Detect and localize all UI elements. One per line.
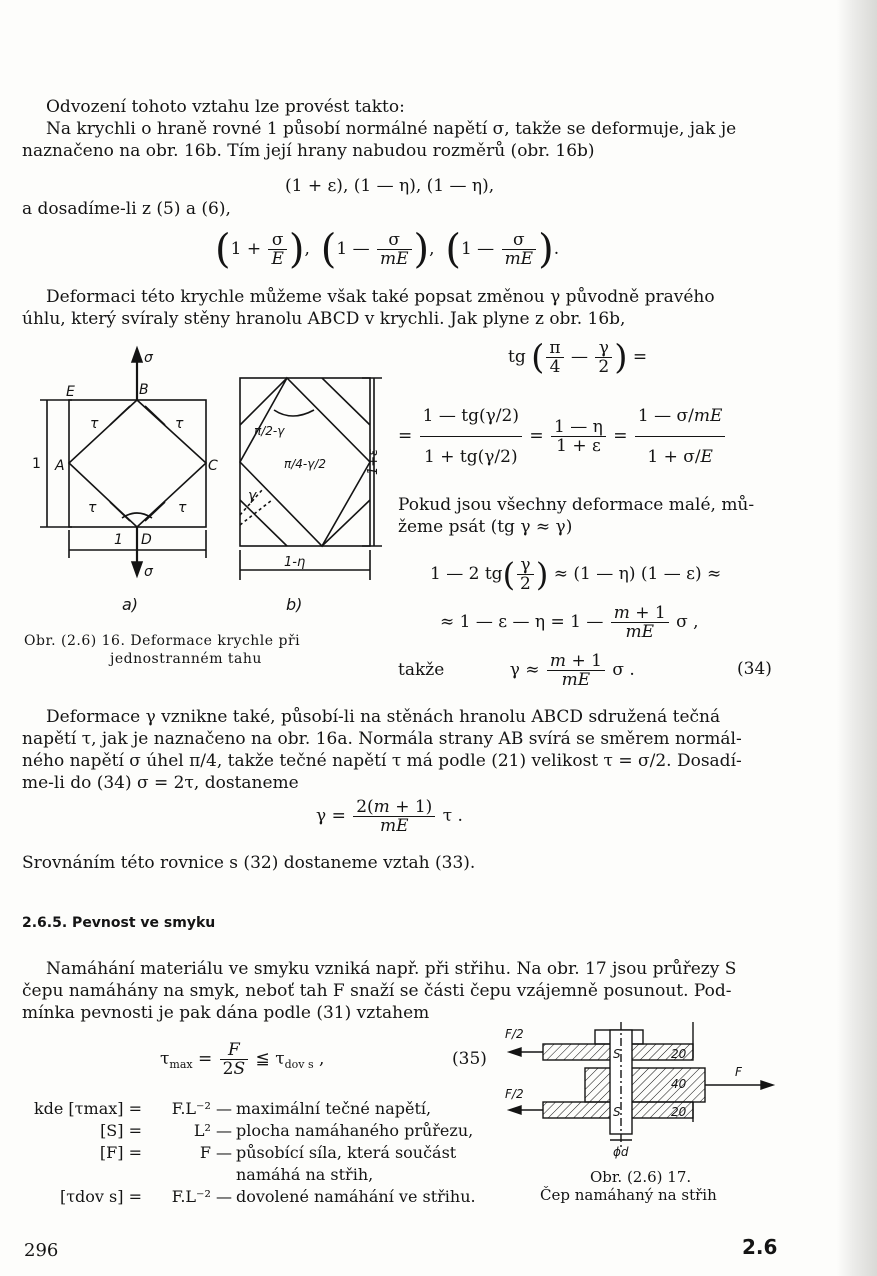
- equation-edges: (1 + ε), (1 — η), (1 — η),: [285, 176, 495, 196]
- label-dim-20-top: 20: [671, 1047, 687, 1061]
- equation-34: takže γ ≈ $\frac{m + 1}{mE}$ σ .: [398, 651, 635, 690]
- text-line: Namáhání materiálu ve smyku vzniká např. při střihu. Na obr. 17 jsou průřezy S: [46, 959, 737, 979]
- figure-17-caption-line1: Obr. (2.6) 17.: [590, 1168, 692, 1186]
- text-line: Srovnáním této rovnice s (32) dostaneme vztah (33).: [22, 853, 476, 873]
- equation-number-34: (34): [737, 659, 772, 679]
- caption-a: a): [122, 595, 139, 614]
- legend-row: [22, 1186, 476, 1208]
- label-one-minus-eta: 1-η: [284, 555, 306, 570]
- text-line: me-li do (34) σ = 2τ, dostaneme: [22, 773, 299, 793]
- section-heading: 2.6.5. Pevnost ve smyku: [22, 915, 216, 931]
- equation-35: $\tau_{max}$ = $\frac{F}{2S}$ ≦ $\tau_{dov s}$ ,: [160, 1040, 325, 1079]
- legend-unit: F.L⁻² —: [171, 1187, 232, 1206]
- legend-symbol: [22, 1164, 142, 1186]
- text-line: Deformace γ vznikne také, působí-li na stěnách hranolu ABCD sdružená tečná: [46, 707, 721, 727]
- text-line: mínka pevnosti je pak dána podle (31) vztahem: [22, 1003, 430, 1023]
- text-line: napětí τ, jak je naznačeno na obr. 16a. Normála strany AB svírá se směrem normál-: [22, 729, 742, 749]
- figure-17-pin-shear: [495, 1018, 785, 1168]
- label-f-half-top: F/2: [505, 1027, 524, 1041]
- figure-16-cube-deformation: [22, 340, 392, 630]
- text-line: naznačeno na obr. 16b. Tím její hrany nabudou rozměrů (obr. 16b): [22, 141, 595, 161]
- legend-unit: F.L⁻² —: [171, 1099, 232, 1118]
- text-line: Deformaci této krychle můžeme však také popsat změnou γ původně pravého: [46, 287, 715, 307]
- legend-row: [22, 1164, 476, 1186]
- figure-16-caption-line1: Obr. (2.6) 16. Deformace krychle při: [24, 633, 301, 649]
- label-dim-40: 40: [671, 1077, 687, 1091]
- legend-desc: namáhá na střih,: [236, 1165, 374, 1184]
- label-tau: τ: [88, 500, 97, 516]
- equation-approx-2: ≈ 1 — ε — η = 1 — $\frac{m + 1}{mE}$ σ ,: [440, 603, 699, 642]
- legend-symbol: [S] =: [100, 1121, 142, 1140]
- label-dim-20-bottom: 20: [671, 1105, 687, 1119]
- legend-symbol: kde [τmax] =: [33, 1099, 142, 1118]
- legend-unit: F —: [199, 1143, 232, 1162]
- legend-desc: plocha namáhaného průřezu,: [236, 1121, 474, 1140]
- figure-17-caption-line2: Čep namáhaný na střih: [540, 1186, 717, 1204]
- label-sigma-bottom: σ: [144, 564, 153, 580]
- label-S-top: S: [613, 1047, 621, 1061]
- label-one-horizontal: 1: [114, 532, 123, 548]
- label-sigma-top: σ: [144, 350, 153, 366]
- legend-desc: maximální tečné napětí,: [236, 1099, 432, 1118]
- equation-gamma-tau: γ = $\frac{2(m + 1)}{mE}$ τ .: [316, 797, 463, 836]
- legend-unit: [142, 1164, 236, 1186]
- label-C: C: [208, 458, 218, 474]
- caption-b: b): [286, 595, 303, 614]
- label-S-bottom: S: [613, 1105, 621, 1119]
- legend-row: [22, 1098, 476, 1120]
- legend-unit: L² —: [193, 1121, 232, 1140]
- equation-tg: tg ( $\frac{\pi}{4}$ — $\frac{\gamma}{2}$ ) =: [508, 337, 648, 378]
- text-line: ného napětí σ úhel π/4, takže tečné napětí τ má podle (21) velikost τ = σ/2. Dosadí-: [22, 751, 742, 771]
- label-E: E: [66, 384, 75, 400]
- equation-ratio: = $\frac{1 — tg(\gamma/2)}{1 + tg(\gamma/2)}$ = $\frac{1 — \eta}{1 + \varepsilon}$ = $\frac{1 — \sigma/mE}{1 + \sigma/E}$: [398, 388, 727, 484]
- label-B: B: [139, 382, 149, 398]
- label-D: D: [141, 532, 152, 548]
- legend-desc: dovolené namáhání ve střihu.: [236, 1187, 476, 1206]
- equation-number-35: (35): [452, 1049, 487, 1069]
- equation-deformed-edges: (1 + $\frac{\sigma}{E}$ ), (1 — $\frac{\sigma}{mE}$ ), (1 — $\frac{\sigma}{mE}$ ).: [215, 226, 560, 273]
- label-one-plus-eps: 1+ε: [366, 448, 381, 475]
- label-angle-1: π/2-γ: [254, 424, 285, 438]
- legend-desc: působící síla, která součást: [236, 1143, 457, 1162]
- legend-symbol: [F] =: [99, 1143, 142, 1162]
- legend-row: [22, 1120, 476, 1142]
- label-F: F: [735, 1065, 742, 1079]
- text-line: Na krychli o hraně rovné 1 působí normálné napětí σ, takže se deformuje, jak je: [46, 119, 737, 139]
- text-line: Pokud jsou všechny deformace malé, mů-: [398, 495, 755, 515]
- text-line: a dosadíme-li z (5) a (6),: [22, 199, 231, 219]
- label-tau: τ: [90, 416, 99, 432]
- takze-word: takže: [398, 660, 445, 680]
- middle-plate: [585, 1068, 705, 1102]
- text-line: Odvození tohoto vztahu lze provést takto:: [46, 97, 405, 117]
- label-f-half-bottom: F/2: [505, 1087, 524, 1101]
- section-number: 2.6: [742, 1235, 778, 1259]
- legend-row: [22, 1142, 476, 1164]
- label-diameter: ϕd: [613, 1145, 629, 1159]
- label-gamma: γ: [248, 488, 257, 504]
- label-tau: τ: [175, 416, 184, 432]
- page-edge-shadow: [837, 0, 877, 1276]
- text-line: úhlu, který svíraly stěny hranolu ABCD v krychli. Jak plyne z obr. 16b,: [22, 309, 626, 329]
- legend-symbol: [τdov s] =: [59, 1187, 142, 1206]
- figure-16-caption-line2: jednostranném tahu: [110, 651, 262, 667]
- label-angle-2: π/4-γ/2: [284, 457, 327, 471]
- label-tau: τ: [178, 500, 187, 516]
- symbol-legend: [22, 1098, 476, 1208]
- equation-approx-1: 1 — 2 tg( $\frac{\gamma}{2}$ ) ≈ (1 — η) (1 — ε) ≈: [430, 555, 722, 594]
- page-number: 296: [24, 1240, 59, 1261]
- text-line: žeme psát (tg γ ≈ γ): [398, 517, 573, 537]
- label-one-vertical: 1: [32, 456, 41, 472]
- text-line: čepu namáhány na smyk, neboť tah F snaží se části čepu vzájemně posunout. Pod-: [22, 981, 732, 1001]
- label-A: A: [55, 458, 65, 474]
